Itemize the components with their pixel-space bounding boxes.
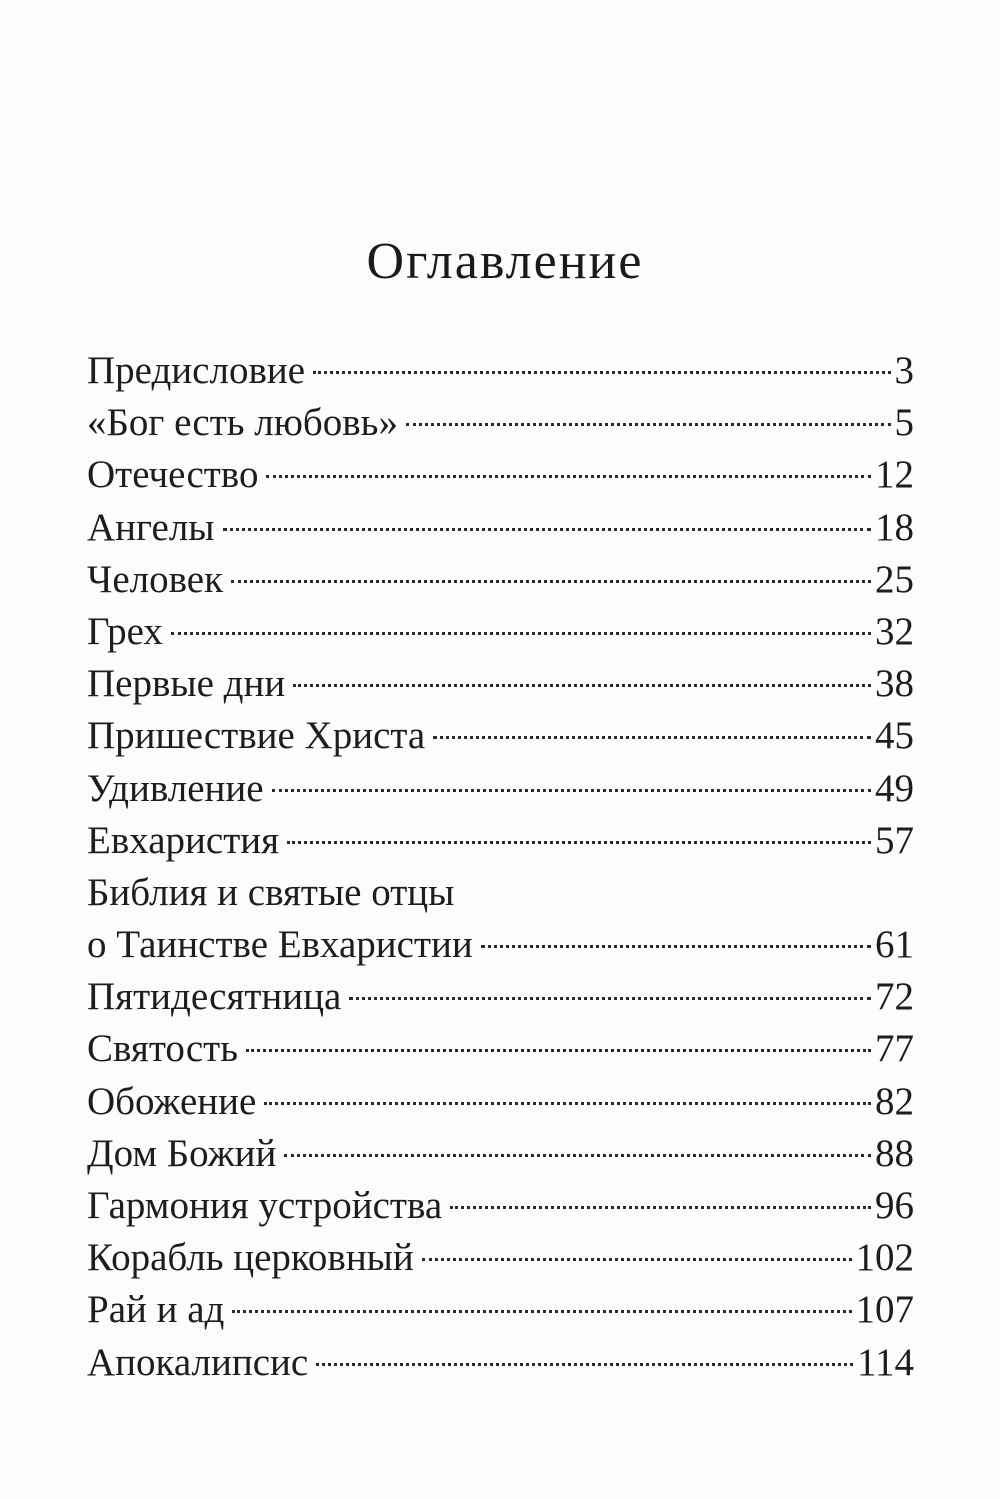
toc-entry[interactable] (87, 1023, 914, 1075)
dot-leader (266, 475, 871, 478)
dot-leader (316, 1363, 853, 1366)
toc-entry-title: Гармония устройства (87, 1184, 443, 1227)
toc-page-number: 61 (875, 923, 914, 967)
toc-entry-title: Библия и святые отцы (87, 870, 455, 914)
toc-entry[interactable] (87, 1337, 914, 1389)
toc-entry[interactable] (87, 1180, 914, 1232)
dot-leader (293, 684, 871, 687)
toc-page-number: 114 (856, 1340, 914, 1384)
toc-page-number: 18 (875, 505, 914, 549)
toc-entry-title: Рай и ад (87, 1288, 225, 1332)
toc-entry[interactable] (87, 449, 914, 501)
toc-entry[interactable] (87, 1284, 914, 1336)
dot-leader (422, 1258, 852, 1261)
dot-leader (231, 580, 871, 583)
toc-entry-title: о Таинстве Евхаристии (87, 923, 473, 967)
toc-page-number: 25 (875, 557, 914, 601)
toc-page-number: 82 (875, 1079, 914, 1123)
toc-entry[interactable] (87, 554, 914, 606)
toc-entry[interactable] (87, 1232, 914, 1284)
toc-entry-title: Пятидесятница (87, 975, 342, 1019)
toc-entry[interactable] (87, 1128, 914, 1180)
toc-page-number: 72 (875, 975, 914, 1019)
toc-entry-title: Удивление (87, 766, 264, 810)
toc-page-number: 107 (855, 1288, 914, 1332)
toc-entry-title: Человек (87, 557, 224, 601)
toc-page-number: 57 (875, 818, 914, 862)
toc-page-number: 12 (875, 453, 914, 497)
toc-entry[interactable] (87, 345, 914, 397)
toc-entry[interactable] (87, 658, 914, 710)
toc-entry-title: Евхаристия (87, 818, 280, 862)
dot-leader (223, 528, 872, 531)
toc-entry[interactable] (87, 606, 914, 658)
toc-page-number: 3 (894, 349, 914, 392)
dot-leader (171, 632, 871, 635)
toc-page-number: 77 (875, 1027, 914, 1071)
toc-entry[interactable] (87, 763, 914, 815)
toc-entry-title: Первые дни (87, 662, 286, 706)
dot-leader (406, 423, 891, 426)
toc-entry-title: Обожение (87, 1079, 257, 1123)
toc-entry-title: Грех (87, 609, 163, 653)
dot-leader (287, 841, 871, 844)
page-title: Оглавление (366, 233, 644, 290)
toc-entry-title: Предисловие (87, 349, 306, 392)
toc-entry[interactable] (87, 502, 914, 554)
toc-page-number: 96 (875, 1184, 914, 1227)
table-of-contents (87, 345, 914, 1389)
toc-page-number: 38 (875, 662, 914, 706)
toc-entry-title: Дом Божий (87, 1131, 277, 1175)
toc-entry-title: «Бог есть любовь» (87, 401, 398, 445)
toc-entry[interactable] (87, 971, 914, 1023)
dot-leader (349, 997, 871, 1000)
toc-entry-title: Святость (87, 1027, 238, 1071)
dot-leader (264, 1102, 871, 1105)
dot-leader (450, 1206, 871, 1209)
toc-entry[interactable] (87, 815, 914, 867)
toc-entry-title: Корабль церковный (87, 1236, 414, 1280)
dot-leader (246, 1049, 871, 1052)
toc-entry[interactable] (87, 919, 914, 971)
toc-entry-title: Пришествие Христа (87, 714, 426, 758)
dot-leader (433, 736, 871, 739)
toc-entry-title: Отечество (87, 453, 259, 497)
toc-entry-first-line[interactable] (87, 867, 914, 919)
toc-entry[interactable] (87, 710, 914, 762)
toc-page-number: 102 (855, 1236, 914, 1280)
toc-page-number: 88 (875, 1131, 914, 1175)
toc-page-number: 5 (894, 401, 914, 445)
toc-entry-title: Ангелы (87, 505, 215, 549)
toc-page-number: 49 (875, 766, 914, 810)
dot-leader (481, 945, 871, 948)
toc-entry[interactable] (87, 1076, 914, 1128)
toc-entry-title: Апокалипсис (87, 1340, 309, 1384)
dot-leader (232, 1310, 851, 1313)
toc-entry[interactable] (87, 397, 914, 449)
dot-leader (284, 1154, 871, 1157)
toc-page-number: 32 (875, 609, 914, 653)
toc-page-number: 45 (875, 714, 914, 758)
dot-leader (313, 371, 890, 374)
dot-leader (272, 789, 871, 792)
